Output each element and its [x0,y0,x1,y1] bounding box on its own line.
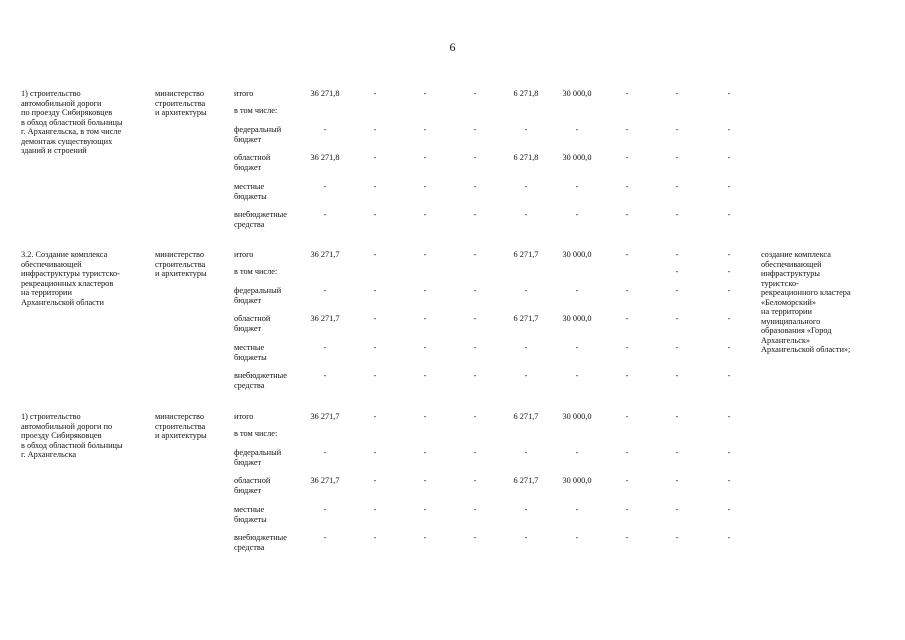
funding-source [234,286,281,305]
amount-cell: - [423,153,427,162]
amount-cell: - [524,343,528,352]
amount-cell: - [373,476,377,485]
amount-cell: - [473,343,477,352]
funding-source-line: внебюджетные [234,210,287,219]
result-line: обеспечивающей [761,259,822,269]
executor-line: строительства [155,421,206,431]
page-number: 6 [449,40,456,54]
measure-description [21,412,149,460]
amount-cell: - [373,448,377,457]
amount-cell: - [575,343,579,352]
amount-cell: - [524,371,528,380]
amount-cell: 30 000,0 [562,476,592,485]
funding-source [234,412,253,422]
funding-source [234,267,277,277]
amount-cell: 30 000,0 [562,89,592,98]
amount-cell: - [423,533,427,542]
result-line: муниципального [761,316,821,326]
amount-cell: - [373,533,377,542]
amount-cell: - [373,286,377,295]
amount-cell: - [625,371,629,380]
amount-cell: 30 000,0 [562,412,592,421]
amount-cell: - [423,89,427,98]
amount-cell: 36 271,7 [310,476,340,485]
funding-source-line: итого [234,89,254,98]
amount-cell: - [473,314,477,323]
amount-cell: - [473,476,477,485]
funding-source-line: бюджеты [234,352,267,362]
description-line: рекреационных кластеров [21,278,114,288]
funding-source [234,343,267,362]
amount-cell: - [323,286,327,295]
amount-cell: - [727,210,731,219]
funding-source [234,182,267,201]
amount-cell: 6 271,7 [513,476,539,485]
amount-cell: - [423,286,427,295]
amount-cell: - [727,182,731,191]
amount-cell: - [625,250,629,259]
amount-cell: - [373,210,377,219]
amount-cell: - [524,286,528,295]
amount-cell: - [524,533,528,542]
amount-cell: 6 271,8 [513,153,539,162]
amount-cell: - [675,125,679,134]
amount-cell: - [575,210,579,219]
amount-cell: - [373,125,377,134]
amount-cell: - [727,286,731,295]
funding-source-line: внебюджетные [234,371,287,380]
amount-cell: - [373,412,377,421]
amount-cell: - [675,476,679,485]
amount-cell: - [625,448,629,457]
amount-cell: - [524,210,528,219]
description-line: 1) строительство [21,412,81,421]
result-line: рекреационного кластера [761,288,851,297]
executor [155,250,230,279]
amount-cell: - [727,267,731,276]
amount-cell: - [423,210,427,219]
amount-cell: - [675,343,679,352]
amount-cell: - [727,505,731,514]
funding-source-line: итого [234,412,254,421]
amount-cell: - [423,182,427,191]
funding-source-line: бюджет [234,485,262,495]
amount-cell: - [473,125,477,134]
funding-source-line: итого [234,250,254,259]
amount-cell: - [423,125,427,134]
result-line: образования «Город [761,326,832,335]
amount-cell: - [625,125,629,134]
funding-source-line: федеральный [234,125,282,134]
amount-cell: 6 271,8 [513,89,539,98]
amount-cell: - [323,343,327,352]
amount-cell: 30 000,0 [562,153,592,162]
amount-cell: - [423,412,427,421]
amount-cell: - [675,412,679,421]
amount-cell: - [473,153,477,162]
amount-cell: 6 271,7 [513,314,539,323]
amount-cell: - [524,125,528,134]
funding-source-line: в том числе: [234,429,278,438]
funding-source-line: в том числе: [234,267,278,276]
description-line: демонтаж существующих [21,136,113,146]
amount-cell: - [625,182,629,191]
funding-source-line: областной [234,314,271,323]
amount-cell: - [727,250,731,259]
result-line: «Беломорский» [761,297,817,307]
funding-source-line: бюджет [234,162,262,172]
amount-cell: - [675,371,679,380]
amount-cell: 6 271,7 [513,250,539,259]
amount-cell: - [373,89,377,98]
funding-source-line: бюджеты [234,514,267,524]
amount-cell: - [575,371,579,380]
amount-cell: - [727,343,731,352]
amount-cell: - [373,371,377,380]
amount-cell: - [727,125,731,134]
amount-cell: - [473,210,477,219]
description-line: зданий и строений [21,146,87,155]
funding-source-line: средства [234,542,265,552]
description-line: по проезду Сибиряковцев [21,108,113,117]
amount-cell: - [323,448,327,457]
amount-cell: - [727,314,731,323]
executor-line: министерство [155,412,205,421]
amount-cell: - [675,533,679,542]
amount-cell: - [373,505,377,514]
result-line: Архангельск» [761,335,811,345]
funding-source [234,250,253,260]
funding-source-line: федеральный [234,286,282,295]
funding-source-line: бюджет [234,457,262,467]
amount-cell: - [675,153,679,162]
funding-source-line: бюджет [234,134,262,144]
amount-cell: - [575,505,579,514]
amount-cell: - [575,448,579,457]
funding-source [234,153,270,172]
amount-cell: - [323,533,327,542]
amount-cell: - [675,250,679,259]
amount-cell: - [524,182,528,191]
amount-cell: - [675,286,679,295]
amount-cell: 36 271,8 [310,153,340,162]
funding-source-line: областной [234,153,271,162]
description-line: 3.2. Создание комплекса [21,250,108,259]
amount-cell: - [575,533,579,542]
amount-cell: - [524,505,528,514]
funding-source-line: внебюджетные [234,533,287,542]
description-line: инфраструктуры туристско- [21,269,120,278]
funding-source [234,429,277,439]
funding-source-line: в том числе: [234,106,278,115]
result-line: на территории [761,307,812,316]
description-line: на территории [21,288,72,297]
executor-line: министерство [155,89,205,98]
amount-cell: 36 271,7 [310,412,340,421]
amount-cell: - [727,371,731,380]
amount-cell: - [625,314,629,323]
amount-cell: - [373,182,377,191]
amount-cell: - [675,267,679,276]
amount-cell: - [323,505,327,514]
executor [155,412,230,441]
funding-source-line: местные [234,182,265,191]
funding-source [234,314,270,333]
description-line: г. Архангельска, в том числе [21,127,122,136]
amount-cell: - [473,182,477,191]
funding-source-line: федеральный [234,448,282,457]
amount-cell: - [423,371,427,380]
result-line: Архангельской области»; [761,345,851,354]
result-line: создание комплекса [761,250,831,259]
executor-line: строительства [155,98,206,108]
amount-cell: - [625,505,629,514]
funding-source [234,505,267,524]
executor-line: строительства [155,259,206,269]
funding-source [234,89,253,99]
amount-cell: 36 271,7 [310,250,340,259]
amount-cell: - [727,89,731,98]
table-section [0,412,905,552]
amount-cell: - [675,89,679,98]
amount-cell: - [675,505,679,514]
amount-cell: - [727,412,731,421]
amount-cell: - [473,448,477,457]
amount-cell: - [727,533,731,542]
funding-source-line: местные [234,505,265,514]
funding-source [234,533,287,552]
funding-source-line: бюджет [234,323,262,333]
amount-cell: - [473,505,477,514]
amount-cell: 36 271,7 [310,314,340,323]
executor-line: министерство [155,250,205,259]
description-line: в обход областной больницы [21,440,123,450]
amount-cell: - [575,286,579,295]
amount-cell: - [625,89,629,98]
funding-source [234,210,287,229]
amount-cell: - [423,250,427,259]
amount-cell: - [373,153,377,162]
amount-cell: - [423,448,427,457]
amount-cell: - [423,343,427,352]
description-line: г. Архангельска [21,450,77,459]
amount-cell: - [675,182,679,191]
funding-source [234,448,281,467]
amount-cell: 30 000,0 [562,250,592,259]
description-line: 1) строительство [21,89,81,98]
funding-source-line: бюджет [234,295,262,305]
amount-cell: - [727,448,731,457]
amount-cell: - [727,476,731,485]
amount-cell: - [625,476,629,485]
amount-cell: - [675,314,679,323]
amount-cell: - [625,286,629,295]
amount-cell: - [473,250,477,259]
amount-cell: - [473,533,477,542]
amount-cell: - [373,314,377,323]
executor-line: и архитектуры [155,269,207,278]
amount-cell: - [473,286,477,295]
funding-source-line: средства [234,380,265,390]
funding-source-line: бюджеты [234,191,267,201]
amount-cell: - [323,182,327,191]
description-line: обеспечивающей [21,259,82,269]
executor-line: и архитектуры [155,108,207,117]
amount-cell: - [625,210,629,219]
amount-cell: - [625,412,629,421]
description-line: автомобильной дороги [21,98,102,108]
amount-cell: - [423,476,427,485]
funding-source [234,476,270,495]
funding-source [234,106,277,116]
amount-cell: - [727,153,731,162]
funding-source [234,371,287,390]
amount-cell: - [323,125,327,134]
result-line: инфраструктуры [761,269,820,278]
executor-line: и архитектуры [155,431,207,440]
amount-cell: - [373,343,377,352]
description-line: автомобильной дороги по [21,421,113,431]
table-section [0,250,905,390]
measure-description [21,89,149,156]
description-line: Архангельской области [21,297,104,307]
amount-cell: 36 271,8 [310,89,340,98]
executor [155,89,230,118]
amount-cell: - [323,371,327,380]
amount-cell: 6 271,7 [513,412,539,421]
description-line: в обход областной больницы [21,117,123,127]
amount-cell: - [323,210,327,219]
amount-cell: - [373,250,377,259]
amount-cell: - [423,314,427,323]
amount-cell: - [575,125,579,134]
expected-result [761,250,901,355]
amount-cell: - [473,371,477,380]
amount-cell: - [524,448,528,457]
amount-cell: 30 000,0 [562,314,592,323]
amount-cell: - [625,343,629,352]
amount-cell: - [473,412,477,421]
amount-cell: - [575,182,579,191]
amount-cell: - [625,533,629,542]
funding-source [234,125,281,144]
funding-source-line: средства [234,219,265,229]
amount-cell: - [423,505,427,514]
funding-source-line: местные [234,343,265,352]
amount-cell: - [473,89,477,98]
funding-source-line: областной [234,476,271,485]
amount-cell: - [675,448,679,457]
table-section [0,89,905,229]
amount-cell: - [675,210,679,219]
amount-cell: - [625,153,629,162]
description-line: проезду Сибиряковцев [21,431,102,440]
measure-description [21,250,149,307]
result-line: туристско- [761,278,799,288]
